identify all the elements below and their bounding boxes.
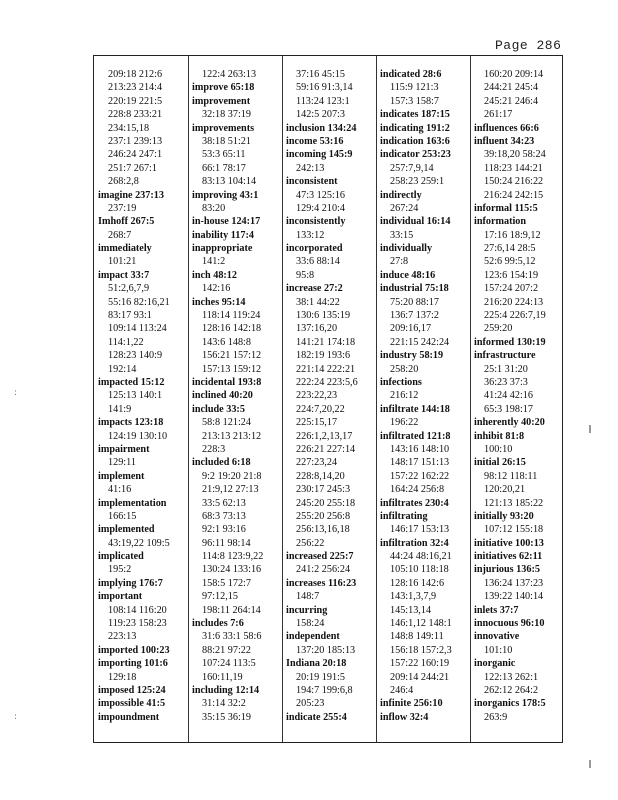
index-term: improvements: [192, 122, 255, 134]
page-references: 164:24 256:8: [390, 484, 445, 496]
page-references: 263:9: [484, 711, 508, 723]
index-term: improvement: [192, 95, 251, 107]
page-references: 129:4 210:4: [296, 202, 345, 214]
page-references: 43:19,22 109:5: [108, 537, 170, 549]
page-references: 148:17 151:13: [390, 457, 450, 469]
page-references: 228:8 233:21: [108, 109, 163, 121]
index-term: indicating 191:2: [380, 122, 450, 134]
page-references: 262:12 264:2: [484, 684, 539, 696]
index-term: implemented: [98, 524, 155, 536]
page-references: 224:7,20,22: [296, 403, 345, 415]
index-term: increased 225:7: [286, 551, 354, 563]
page-references: 33:5 62:13: [202, 497, 246, 509]
page-references: 20:19 191:5: [296, 671, 345, 683]
page-references: 41:16: [108, 484, 132, 496]
binding-mark: :: [14, 712, 18, 722]
index-term: infiltrating: [380, 510, 428, 522]
index-term: indirectly: [380, 189, 422, 201]
index-term: infiltration 32:4: [380, 537, 449, 549]
page-references: 226:1,2,13,17: [296, 430, 353, 442]
page-references: 83:20: [202, 202, 226, 214]
page-references: 157:22 160:19: [390, 658, 450, 670]
page-references: 128:23 140:9: [108, 350, 163, 362]
page-references: 101:21: [108, 256, 137, 268]
page-references: 146:17 153:13: [390, 524, 450, 536]
index-term: inch 48:12: [192, 269, 237, 281]
page-references: 194:7 199:6,8: [296, 684, 353, 696]
page-references: 221:15 242:24: [390, 336, 450, 348]
page-references: 267:24: [390, 202, 419, 214]
page-references: 128:16 142:6: [390, 577, 445, 589]
page-references: 142:16: [202, 283, 231, 295]
index-frame: [93, 55, 563, 743]
page-references: 256:13,16,18: [296, 524, 350, 536]
page-references: 157:24 207:2: [484, 283, 539, 295]
page-references: 123:6 154:19: [484, 269, 539, 281]
page-references: 27:6,14 28:5: [484, 243, 536, 255]
index-term: individually: [380, 243, 433, 255]
index-column-5: [474, 68, 562, 742]
page-references: 105:10 118:18: [390, 564, 449, 576]
page-references: 225:15,17: [296, 417, 338, 429]
page-references: 44:24 48:16,21: [390, 551, 452, 563]
page-references: 205:23: [296, 698, 325, 710]
page-references: 258:20: [390, 363, 419, 375]
index-term: importing 101:6: [98, 658, 168, 670]
page-references: 237:1 239:13: [108, 135, 163, 147]
page-references: 128:16 142:18: [202, 323, 262, 335]
page-references: 142:5 207:3: [296, 109, 345, 121]
index-column-1: [98, 68, 186, 742]
index-column-2: [192, 68, 280, 742]
index-term: increase 27:2: [286, 283, 343, 295]
margin-speck: [589, 760, 591, 768]
page-references: 88:21 97:22: [202, 644, 251, 656]
page-references: 139:22 140:14: [484, 591, 544, 603]
index-term: improve 65:18: [192, 82, 255, 94]
page-references: 245:20 255:18: [296, 497, 356, 509]
page-references: 121:13 185:22: [484, 497, 544, 509]
page-references: 209:14 244:21: [390, 671, 450, 683]
margin-speck: [589, 425, 591, 433]
page-references: 37:16 45:15: [296, 69, 345, 80]
page-references: 246:24 247:1: [108, 149, 163, 161]
index-term: informal 115:5: [474, 202, 538, 214]
page-references: 198:11 264:14: [202, 604, 261, 616]
index-term: include 33:5: [192, 403, 245, 415]
page-references: 136:24 137:23: [484, 577, 544, 589]
index-term: indicates 187:15: [380, 109, 450, 121]
index-term: inhibit 81:8: [474, 430, 525, 442]
page-references: 226:21 227:14: [296, 443, 356, 455]
page-references: 143:6 148:8: [202, 336, 251, 348]
page-references: 225:4 226:7,19: [484, 310, 546, 322]
index-term: implementation: [98, 497, 167, 509]
page-references: 182:19 193:6: [296, 350, 351, 362]
page-references: 129:11: [108, 457, 136, 469]
page-references: 148:8 149:11: [390, 631, 444, 643]
index-term: important: [98, 591, 143, 603]
page-references: 158:5 172:7: [202, 577, 251, 589]
index-term: industry 58:19: [380, 350, 444, 362]
page-references: 9:2 19:20 21:8: [202, 470, 262, 482]
page-references: 213:13 213:12: [202, 430, 262, 442]
index-term: injurious 136:5: [474, 564, 540, 576]
page-references: 145:13,14: [390, 604, 432, 616]
binding-mark: :: [14, 388, 18, 398]
index-term: impacts 123:18: [98, 417, 164, 429]
index-term: implying 176:7: [98, 577, 163, 589]
index-term: included 6:18: [192, 457, 251, 469]
index-term: indicate 255:4: [286, 711, 347, 723]
page-references: 107:12 155:18: [484, 524, 544, 536]
index-term: infiltrate 144:18: [380, 403, 450, 415]
index-term: immediately: [98, 243, 152, 255]
page-references: 195:2: [108, 564, 132, 576]
index-term: inflow 32:4: [380, 711, 429, 723]
page-references: 53:3 65:11: [202, 149, 246, 161]
page-references: 156:18 157:2,3: [390, 644, 452, 656]
column-divider: [470, 56, 471, 742]
page-references: 192:14: [108, 363, 137, 375]
page-references: 114:1,22: [108, 336, 144, 348]
page-references: 38:1 44:22: [296, 296, 340, 308]
page-references: 141:2: [202, 256, 226, 268]
page-references: 209:16,17: [390, 323, 432, 335]
page-references: 108:14 116:20: [108, 604, 167, 616]
page-references: 258:23 259:1: [390, 176, 445, 188]
index-column-3: [286, 68, 374, 742]
page-references: 158:24: [296, 618, 325, 630]
page-references: 118:23 144:21: [484, 162, 543, 174]
index-term: inlets 37:7: [474, 604, 519, 616]
index-term: increases 116:23: [286, 577, 357, 589]
index-term: Indiana 20:18: [286, 658, 347, 670]
page-references: 228:3: [202, 443, 226, 455]
index-term: Imhoff 267:5: [98, 216, 155, 228]
page-references: 157:3 158:7: [390, 95, 439, 107]
page-references: 156:21 157:12: [202, 350, 262, 362]
index-term: infiltrates 230:4: [380, 497, 449, 509]
page-references: 98:12 118:11: [484, 470, 538, 482]
page-references: 222:24 223:5,6: [296, 376, 358, 388]
page-references: 237:19: [108, 202, 137, 214]
page-references: 96:11 98:14: [202, 537, 251, 549]
page-references: 234:15,18: [108, 122, 150, 134]
index-term: industrial 75:18: [380, 283, 449, 295]
index-column-4: [380, 68, 468, 742]
page-number: Page 286: [495, 38, 562, 53]
page-references: 66:1 78:17: [202, 162, 246, 174]
index-term: infinite 256:10: [380, 698, 443, 710]
index-term: initiatives 62:11: [474, 551, 543, 563]
page-references: 39:18,20 58:24: [484, 149, 546, 161]
page-references: 122:13 262:1: [484, 671, 539, 683]
page-references: 257:7,9,14: [390, 162, 434, 174]
page-references: 241:2 256:24: [296, 564, 351, 576]
page-references: 33:15: [390, 229, 414, 241]
index-term: innocuous 96:10: [474, 618, 545, 630]
index-term: initial 26:15: [474, 457, 526, 469]
page-references: 83:13 104:14: [202, 176, 257, 188]
page-references: 150:24 216:22: [484, 176, 544, 188]
page-references: 27:8: [390, 256, 409, 268]
page-references: 59:16 91:3,14: [296, 82, 353, 94]
page-references: 160:11,19: [202, 671, 243, 683]
page-references: 38:18 51:21: [202, 135, 251, 147]
page-references: 119:23 158:23: [108, 618, 167, 630]
page-references: 255:20 256:8: [296, 510, 351, 522]
page-references: 129:18: [108, 671, 137, 683]
page-references: 17:16 18:9,12: [484, 229, 541, 241]
index-term: independent: [286, 631, 340, 643]
index-term: influent 34:23: [474, 135, 535, 147]
index-term: indication 163:6: [380, 135, 450, 147]
index-term: individual 16:14: [380, 216, 451, 228]
index-term: incorporated: [286, 243, 343, 255]
index-term: inconsistently: [286, 216, 346, 228]
index-term: inorganic: [474, 658, 516, 670]
page-references: 261:17: [484, 109, 513, 121]
page-references: 141:9: [108, 403, 132, 415]
page-references: 157:22 162:22: [390, 470, 450, 482]
page-references: 97:12,15: [202, 591, 238, 603]
index-term: incidental 193:8: [192, 376, 262, 388]
index-term: imposed 125:24: [98, 684, 166, 696]
index-term: infiltrated 121:8: [380, 430, 451, 442]
index-term: in-house 124:17: [192, 216, 261, 228]
page-references: 216:24 242:15: [484, 189, 544, 201]
index-term: improving 43:1: [192, 189, 259, 201]
page-references: 47:3 125:16: [296, 189, 345, 201]
page-references: 220:19 221:5: [108, 95, 163, 107]
page-references: 143:16 148:10: [390, 443, 450, 455]
index-term: infections: [380, 376, 422, 388]
page-references: 101:10: [484, 644, 513, 656]
page-references: 223:22,23: [296, 390, 338, 402]
page-references: 246:4: [390, 684, 414, 696]
index-term: impacted 15:12: [98, 376, 165, 388]
index-term: impact 33:7: [98, 269, 150, 281]
page-references: 227:23,24: [296, 457, 338, 469]
page-references: 251:7 267:1: [108, 162, 157, 174]
index-term: implicated: [98, 551, 144, 563]
index-term: indicated 28:6: [380, 69, 442, 80]
page-references: 120:20,21: [484, 484, 526, 496]
index-term: initiative 100:13: [474, 537, 544, 549]
page-references: 157:13 159:12: [202, 363, 262, 375]
page-references: 242:13: [296, 162, 325, 174]
page-references: 216:20 224:13: [484, 296, 544, 308]
page-references: 25:1 31:20: [484, 363, 528, 375]
index-term: implement: [98, 470, 145, 482]
page-references: 166:15: [108, 510, 137, 522]
index-term: including 12:14: [192, 684, 260, 696]
page-references: 268:7: [108, 229, 132, 241]
page-references: 137:20 185:13: [296, 644, 356, 656]
page-references: 107:24 113:5: [202, 658, 256, 670]
page-references: 31:6 33:1 58:6: [202, 631, 262, 643]
page-references: 92:1 93:16: [202, 524, 246, 536]
index-term: informed 130:19: [474, 336, 546, 348]
page-references: 223:13: [108, 631, 137, 643]
page-references: 148:7: [296, 591, 320, 603]
index-term: income 53:16: [286, 135, 344, 147]
page-references: 95:8: [296, 269, 315, 281]
index-term: incurring: [286, 604, 328, 616]
page-references: 21:9,12 27:13: [202, 484, 259, 496]
page-references: 115:9 121:3: [390, 82, 439, 94]
index-term: impossible 41:5: [98, 698, 166, 710]
index-term: initially 93:20: [474, 510, 534, 522]
index-term: infrastructure: [474, 350, 536, 362]
page-references: 216:12: [390, 390, 419, 402]
index-term: incoming 145:9: [286, 149, 353, 161]
page-references: 113:24 123:1: [296, 95, 350, 107]
page-references: 213:23 214:4: [108, 82, 163, 94]
page-references: 33:6 88:14: [296, 256, 340, 268]
index-term: inches 95:14: [192, 296, 246, 308]
page-references: 124:19 130:10: [108, 430, 168, 442]
page-references: 209:18 212:6: [108, 69, 163, 80]
page-references: 228:8,14,20: [296, 470, 345, 482]
page-references: 146:1,12 148:1: [390, 618, 452, 630]
index-term: induce 48:16: [380, 269, 436, 281]
page-references: 143:1,3,7,9: [390, 591, 437, 603]
page-references: 51:2,6,7,9: [108, 283, 150, 295]
page-references: 58:8 121:24: [202, 417, 251, 429]
page-references: 125:13 140:1: [108, 390, 163, 402]
index-term: inappropriate: [192, 243, 253, 255]
page-references: 68:3 73:13: [202, 510, 246, 522]
column-divider: [376, 56, 377, 742]
page-references: 35:15 36:19: [202, 711, 251, 723]
index-term: influences 66:6: [474, 122, 539, 134]
column-divider: [282, 56, 283, 742]
index-term: includes 7:6: [192, 618, 244, 630]
page-references: 244:21 245:4: [484, 82, 539, 94]
page-references: 52:6 99:5,12: [484, 256, 536, 268]
page-references: 136:7 137:2: [390, 310, 439, 322]
page-references: 268:2,8: [108, 176, 139, 188]
page-references: 31:14 32:2: [202, 698, 246, 710]
page-references: 100:10: [484, 443, 513, 455]
page-references: 230:17 245:3: [296, 484, 351, 496]
index-term: inclined 40:20: [192, 390, 253, 402]
index-term: imported 100:23: [98, 644, 170, 656]
page-references: 245:21 246:4: [484, 95, 539, 107]
page-references: 114:8 123:9,22: [202, 551, 264, 563]
page-references: 41:24 42:16: [484, 390, 533, 402]
index-term: inorganics 178:5: [474, 698, 546, 710]
page-references: 196:22: [390, 417, 419, 429]
index-term: inherently 40:20: [474, 417, 545, 429]
page-references: 256:22: [296, 537, 325, 549]
index-term: imagine 237:13: [98, 189, 164, 201]
page-references: 259:20: [484, 323, 513, 335]
page-references: 36:23 37:3: [484, 376, 528, 388]
index-term: inability 117:4: [192, 229, 254, 241]
page-references: 130:6 135:19: [296, 310, 351, 322]
page-references: 109:14 113:24: [108, 323, 167, 335]
index-term: inconsistent: [286, 176, 338, 188]
index-term: innovative: [474, 631, 520, 643]
page-references: 133:12: [296, 229, 325, 241]
page-references: 32:18 37:19: [202, 109, 251, 121]
column-divider: [188, 56, 189, 742]
page-references: 65:3 198:17: [484, 403, 533, 415]
page-references: 141:21 174:18: [296, 336, 356, 348]
index-term: information: [474, 216, 527, 228]
page-references: 122:4 263:13: [202, 69, 257, 80]
index-term: indicator 253:23: [380, 149, 451, 161]
page-references: 130:24 133:16: [202, 564, 262, 576]
page-references: 83:17 93:1: [108, 310, 152, 322]
page-references: 221:14 222:21: [296, 363, 356, 375]
index-term: inclusion 134:24: [286, 122, 357, 134]
page-references: 137:16,20: [296, 323, 338, 335]
index-term: impoundment: [98, 711, 160, 723]
page-references: 118:14 119:24: [202, 310, 261, 322]
page-references: 75:20 88:17: [390, 296, 439, 308]
index-term: impairment: [98, 443, 150, 455]
page-references: 160:20 209:14: [484, 69, 544, 80]
page-references: 55:16 82:16,21: [108, 296, 170, 308]
